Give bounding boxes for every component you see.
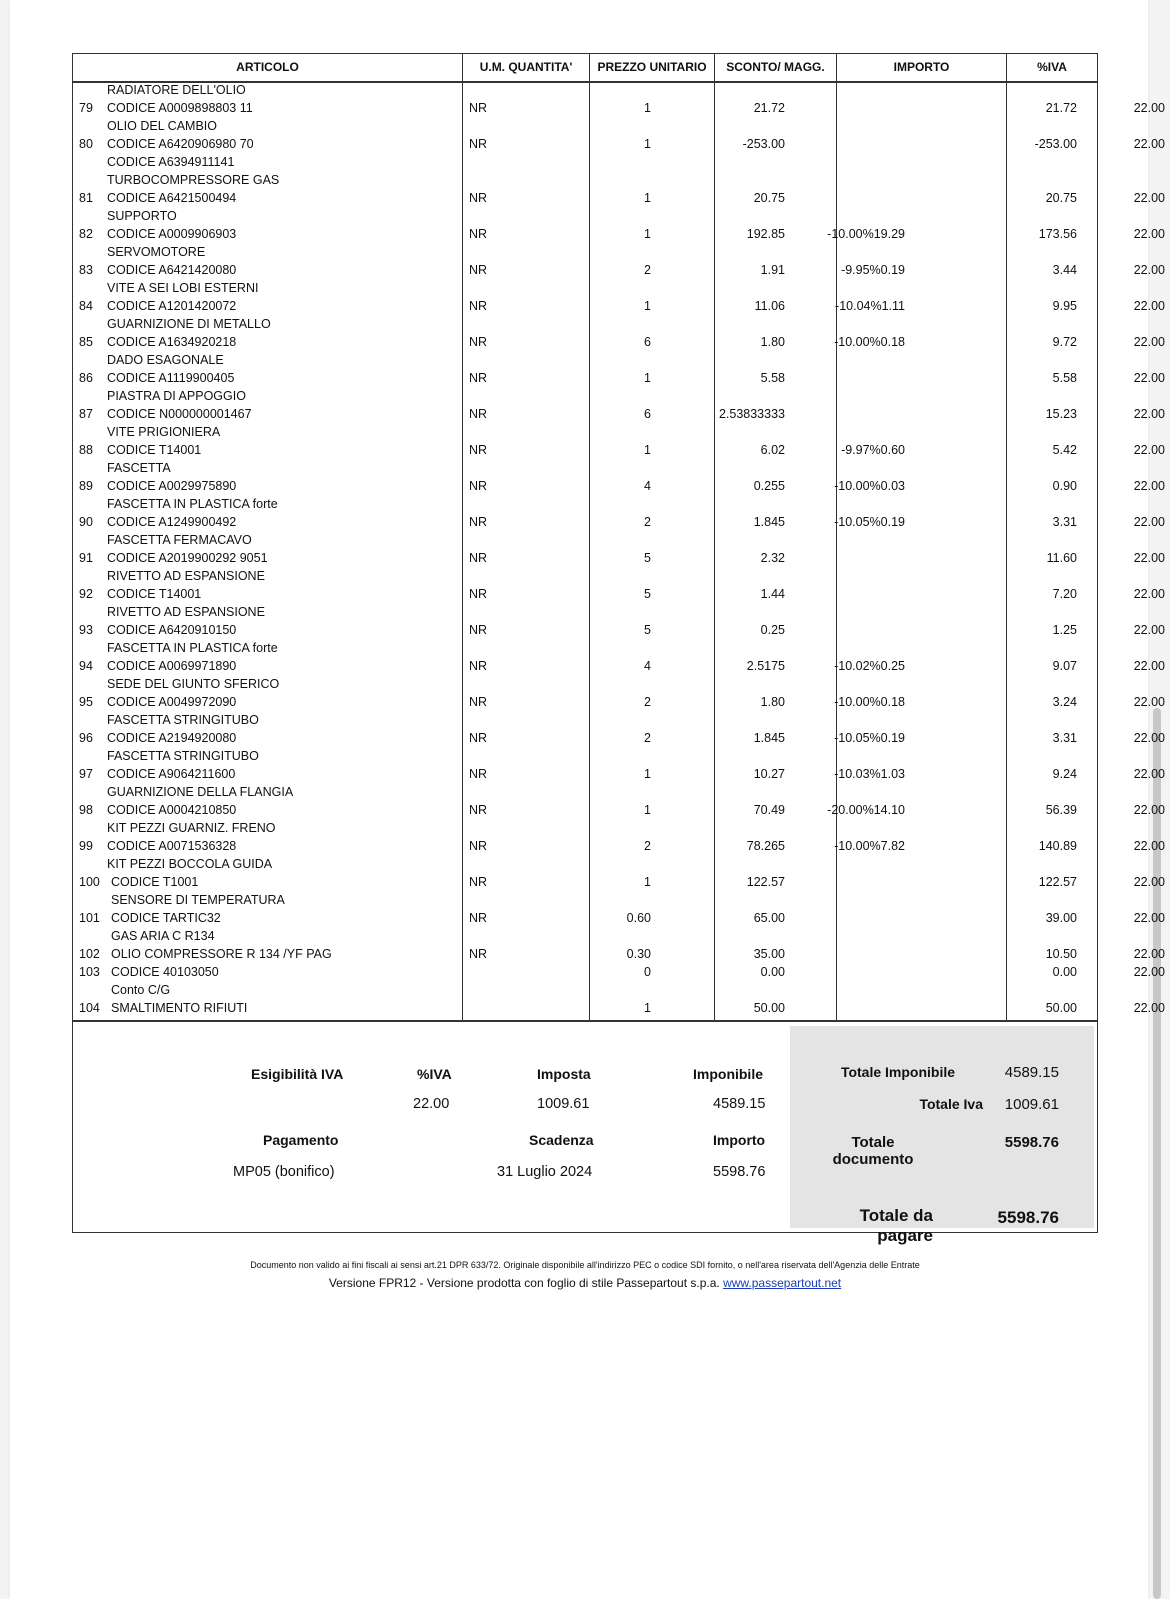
imponibile-value: 4589.15 (713, 1096, 766, 1112)
row-number: 83 (79, 263, 93, 277)
row-description: SEDE DEL GIUNTO SFERICO (107, 677, 280, 691)
row-price: 21.72 (753, 101, 785, 115)
row-description: FASCETTA STRINGITUBO (107, 713, 259, 727)
row-vat: 22.00 (1133, 911, 1165, 925)
pagamento-label: Pagamento (263, 1132, 339, 1148)
esigibilita-label: Esigibilità IVA (251, 1066, 344, 1082)
row-number: 84 (79, 299, 93, 313)
row-discount: -10.00%0.03 (834, 479, 905, 493)
row-vat: 22.00 (1133, 371, 1165, 385)
row-description: KIT PEZZI GUARNIZ. FRENO (107, 821, 276, 835)
row-quantity: 6 (644, 407, 651, 421)
importo-value: 5598.76 (713, 1164, 766, 1180)
row-discount (789, 189, 905, 207)
totale-pagare-label-line: pagare (877, 1226, 933, 1245)
row-number: 91 (79, 551, 93, 565)
row-number: 100 (79, 875, 100, 889)
row-price: 2.53833333 (718, 407, 785, 421)
row-quantity: 4 (644, 659, 651, 673)
row-price: 1.44 (760, 587, 785, 601)
row-discount: -10.00%19.29 (827, 227, 905, 241)
col-divider (462, 54, 463, 1020)
row-description: GUARNIZIONE DI METALLO (107, 317, 271, 331)
row-um: NR (469, 947, 488, 961)
row-um: NR (469, 137, 488, 151)
row-discount (789, 945, 905, 963)
col-header-sconto: SCONTO/ MAGG. (715, 54, 836, 83)
row-description: RADIATORE DELL'OLIO (107, 83, 246, 97)
row-um: NR (469, 623, 488, 637)
row-number: 104 (79, 1001, 100, 1015)
row-vat: 22.00 (1133, 137, 1165, 151)
row-amount: 173.56 (1038, 227, 1077, 241)
row-vat: 22.00 (1133, 767, 1165, 781)
row-description: RIVETTO AD ESPANSIONE (107, 605, 265, 619)
row-number: 103 (79, 965, 100, 979)
row-discount: -9.97%0.60 (841, 443, 905, 457)
row-vat: 22.00 (1133, 623, 1165, 637)
row-price: 20.75 (753, 191, 785, 205)
row-price: 1.91 (760, 263, 785, 277)
row-number: 90 (79, 515, 93, 529)
row-amount: 56.39 (1045, 803, 1077, 817)
row-number: 89 (79, 479, 93, 493)
row-description: OLIO COMPRESSORE R 134 /YF PAG (111, 947, 332, 961)
row-vat: 22.00 (1133, 479, 1165, 493)
row-price: 70.49 (753, 803, 785, 817)
row-description: CODICE A0071536328 (107, 839, 237, 853)
row-discount (789, 99, 905, 117)
col-header-iva: %IVA (1007, 54, 1097, 83)
row-price: 2.5175 (746, 659, 785, 673)
row-number: 99 (79, 839, 93, 853)
row-description: SENSORE DI TEMPERATURA (111, 893, 285, 907)
row-vat: 22.00 (1133, 731, 1165, 745)
row-discount: -10.05%0.19 (834, 731, 905, 745)
row-description: CODICE 40103050 (111, 965, 219, 979)
row-amount: 3.44 (1052, 263, 1077, 277)
row-description: CODICE A6420906980 70 (107, 137, 254, 151)
row-number: 96 (79, 731, 93, 745)
row-um: NR (469, 191, 488, 205)
row-amount: 5.58 (1052, 371, 1077, 385)
row-um: NR (469, 407, 488, 421)
row-amount: 3.31 (1052, 731, 1077, 745)
row-discount (789, 963, 905, 981)
row-um: NR (469, 515, 488, 529)
row-price: 5.58 (760, 371, 785, 385)
row-description: CODICE A1249900492 (107, 515, 237, 529)
totale-documento-label-line: Totale (851, 1134, 895, 1151)
row-description: FASCETTA STRINGITUBO (107, 749, 259, 763)
row-discount: -10.00%0.18 (834, 695, 905, 709)
row-number: 98 (79, 803, 93, 817)
row-description: CODICE A9064211600 (107, 767, 236, 781)
totale-pagare-label-line: Totale da (859, 1206, 933, 1225)
row-amount: 9.95 (1052, 299, 1077, 313)
row-number: 87 (79, 407, 93, 421)
row-number: 94 (79, 659, 93, 673)
row-description: CODICE A2194920080 (107, 731, 237, 745)
row-description: VITE PRIGIONIERA (107, 425, 221, 439)
row-discount (789, 405, 905, 423)
row-quantity: 2 (644, 731, 651, 745)
row-quantity: 5 (644, 587, 651, 601)
row-um: NR (469, 875, 488, 889)
row-amount: 15.23 (1045, 407, 1077, 421)
row-description: FASCETTA IN PLASTICA forte (107, 497, 278, 511)
row-description: CODICE A2019900292 9051 (107, 551, 268, 565)
row-amount: 3.24 (1052, 695, 1077, 709)
row-number: 85 (79, 335, 93, 349)
row-description: CODICE A6394911141 (107, 155, 235, 169)
row-vat: 22.00 (1133, 227, 1165, 241)
row-vat: 22.00 (1133, 965, 1165, 979)
row-discount (789, 549, 905, 567)
row-discount (789, 999, 905, 1017)
row-quantity: 1 (644, 191, 651, 205)
row-description: CODICE A6420910150 (107, 623, 237, 637)
row-um: NR (469, 299, 488, 313)
row-amount: 9.24 (1052, 767, 1077, 781)
row-description: FASCETTA IN PLASTICA forte (107, 641, 278, 655)
totale-documento-value: 5598.76 (1004, 1134, 1059, 1151)
row-amount: 0.90 (1052, 479, 1077, 493)
row-number: 86 (79, 371, 93, 385)
iva-value: 22.00 (413, 1096, 450, 1112)
row-discount: -20.00%14.10 (827, 803, 905, 817)
row-description: FASCETTA (107, 461, 171, 475)
row-quantity: 1 (644, 371, 651, 385)
row-quantity: 1 (644, 803, 651, 817)
row-vat: 22.00 (1133, 587, 1165, 601)
col-header-prezzo: PREZZO UNITARIO (590, 54, 714, 83)
row-amount: 20.75 (1045, 191, 1077, 205)
row-description: VITE A SEI LOBI ESTERNI (107, 281, 259, 295)
row-um: NR (469, 263, 488, 277)
row-description: RIVETTO AD ESPANSIONE (107, 569, 265, 583)
totale-pagare-label (823, 1206, 933, 1246)
row-number: 102 (79, 947, 100, 961)
row-um: NR (469, 227, 488, 241)
row-description: GUARNIZIONE DELLA FLANGIA (107, 785, 294, 799)
row-um: NR (469, 479, 488, 493)
row-vat: 22.00 (1133, 101, 1165, 115)
row-price: -253.00 (742, 137, 785, 151)
row-description: OLIO DEL CAMBIO (107, 119, 217, 133)
row-quantity: 1 (644, 227, 651, 241)
row-description: CODICE A0004210850 (107, 803, 237, 817)
row-price: 2.32 (760, 551, 785, 565)
totals-panel (790, 1026, 1094, 1228)
row-um: NR (469, 803, 488, 817)
totale-documento-label (813, 1134, 933, 1168)
row-vat: 22.00 (1133, 515, 1165, 529)
row-price: 11.06 (754, 299, 785, 313)
passepartout-link[interactable]: www.passepartout.net (723, 1276, 842, 1290)
row-description: CODICE TARTIC32 (111, 911, 221, 925)
row-vat: 22.00 (1133, 263, 1165, 277)
row-description: SMALTIMENTO RIFIUTI (111, 1001, 248, 1015)
row-discount (789, 873, 905, 891)
row-quantity: 2 (644, 839, 651, 853)
row-quantity: 2 (644, 695, 651, 709)
row-number: 88 (79, 443, 93, 457)
scadenza-label: Scadenza (529, 1132, 594, 1148)
row-um: NR (469, 443, 488, 457)
row-amount: 7.20 (1052, 587, 1077, 601)
row-description: TURBOCOMPRESSORE GAS (107, 173, 280, 187)
row-amount: 9.72 (1052, 335, 1077, 349)
row-discount (789, 621, 905, 639)
scadenza-value: 31 Luglio 2024 (497, 1164, 593, 1180)
row-um: NR (469, 659, 488, 673)
row-amount: 11.60 (1046, 551, 1077, 565)
row-vat: 22.00 (1133, 443, 1165, 457)
row-amount: 10.50 (1045, 947, 1077, 961)
row-vat: 22.00 (1133, 299, 1165, 313)
row-amount: 21.72 (1045, 101, 1077, 115)
row-amount: -253.00 (1034, 137, 1077, 151)
row-quantity: 1 (644, 1001, 651, 1015)
row-quantity: 2 (644, 515, 651, 529)
row-amount: 1.25 (1052, 623, 1077, 637)
row-price: 65.00 (753, 911, 785, 925)
row-quantity: 1 (644, 443, 651, 457)
row-discount: -10.00%7.82 (834, 839, 905, 853)
row-quantity: 0.30 (626, 947, 651, 961)
row-vat: 22.00 (1133, 335, 1165, 349)
row-description: CODICE A1634920218 (107, 335, 237, 349)
row-description: CODICE A0009906903 (107, 227, 237, 241)
row-um: NR (469, 101, 488, 115)
row-number: 80 (79, 137, 93, 151)
pagamento-value: MP05 (bonifico) (233, 1164, 335, 1180)
row-number: 95 (79, 695, 93, 709)
row-description: CODICE T14001 (107, 443, 202, 457)
row-amount: 0.00 (1052, 965, 1077, 979)
row-discount: -10.04%1.11 (835, 299, 905, 313)
row-um: NR (469, 767, 488, 781)
row-number: 97 (79, 767, 93, 781)
row-description: CODICE A0009898803 11 (107, 101, 253, 115)
col-header-articolo: ARTICOLO (73, 54, 462, 83)
row-quantity: 6 (644, 335, 651, 349)
invoice-table (72, 53, 1165, 1245)
row-quantity: 4 (644, 479, 651, 493)
row-quantity: 5 (644, 551, 651, 565)
row-discount: -9.95%0.19 (841, 263, 905, 277)
row-description: CODICE A1119900405 (107, 371, 235, 385)
row-description: CODICE T14001 (107, 587, 202, 601)
row-amount: 50.00 (1045, 1001, 1077, 1015)
row-quantity: 1 (644, 101, 651, 115)
totale-iva-label: Totale Iva (919, 1096, 983, 1112)
row-description: CODICE A0029975890 (107, 479, 237, 493)
totale-iva-value: 1009.61 (1004, 1096, 1059, 1113)
row-discount: -10.00%0.18 (834, 335, 905, 349)
imposta-value: 1009.61 (537, 1096, 590, 1112)
row-price: 0.25 (760, 623, 785, 637)
row-um: NR (469, 695, 488, 709)
row-discount (789, 135, 905, 153)
row-quantity: 1 (644, 299, 651, 313)
row-discount: -10.03%1.03 (834, 767, 905, 781)
row-description: SUPPORTO (107, 209, 177, 223)
row-number: 79 (79, 101, 93, 115)
row-amount: 9.07 (1052, 659, 1077, 673)
totale-imponibile-value: 4589.15 (1004, 1064, 1059, 1081)
row-quantity: 1 (644, 767, 651, 781)
row-description: KIT PEZZI BOCCOLA GUIDA (107, 857, 273, 871)
row-discount (789, 585, 905, 603)
row-amount: 5.42 (1052, 443, 1077, 457)
iva-label: %IVA (417, 1066, 452, 1082)
version-line (0, 1276, 1170, 1290)
row-amount: 140.89 (1038, 839, 1077, 853)
row-price: 1.845 (753, 731, 785, 745)
row-vat: 22.00 (1133, 659, 1165, 673)
row-price: 1.845 (753, 515, 785, 529)
row-price: 0.255 (753, 479, 785, 493)
row-description: PIASTRA DI APPOGGIO (107, 389, 246, 403)
totale-imponibile-label: Totale Imponibile (840, 1064, 956, 1080)
row-price: 1.80 (760, 335, 785, 349)
row-price: 0.00 (760, 965, 785, 979)
row-description: CODICE A1201420072 (107, 299, 237, 313)
row-number: 82 (79, 227, 93, 241)
legal-notice: Documento non valido ai fini fiscali ai sensi art.21 DPR 633/72. Originale disponibile all'indirizzo PEC o codice SDI fornito, o nell'area riservata dell'Agenzia delle Entrate (250, 1260, 920, 1270)
version-text: Versione FPR12 - Versione prodotta con foglio di stile Passepartout s.p.a. (328, 1276, 724, 1290)
row-description: DADO ESAGONALE (107, 353, 224, 367)
row-description: SERVOMOTORE (107, 245, 206, 259)
row-quantity: 0 (644, 965, 651, 979)
row-description: CODICE A0049972090 (107, 695, 237, 709)
row-number: 92 (79, 587, 93, 601)
imposta-label: Imposta (537, 1066, 591, 1082)
row-quantity: 1 (644, 137, 651, 151)
row-price: 35.00 (753, 947, 785, 961)
row-description: GAS ARIA C R134 (111, 929, 215, 943)
row-quantity: 2 (644, 263, 651, 277)
row-price: 1.80 (760, 695, 785, 709)
row-um: NR (469, 839, 488, 853)
row-quantity: 5 (644, 623, 651, 637)
row-um: NR (469, 335, 488, 349)
row-amount: 39.00 (1045, 911, 1077, 925)
row-vat: 22.00 (1133, 875, 1165, 889)
row-price: 10.27 (753, 767, 785, 781)
row-quantity: 0.60 (626, 911, 651, 925)
table-summary-divider (73, 1020, 1097, 1022)
row-vat: 22.00 (1133, 947, 1165, 961)
row-description: Conto C/G (111, 983, 171, 997)
row-description: CODICE A0069971890 (107, 659, 237, 673)
row-vat: 22.00 (1133, 803, 1165, 817)
row-vat: 22.00 (1133, 191, 1165, 205)
row-price: 192.85 (746, 227, 785, 241)
row-description: CODICE A6421420080 (107, 263, 237, 277)
row-um: NR (469, 551, 488, 565)
row-price: 122.57 (746, 875, 785, 889)
row-description: CODICE N000000001467 (107, 407, 252, 421)
row-um: NR (469, 371, 488, 385)
row-number: 101 (79, 911, 100, 925)
row-vat: 22.00 (1133, 839, 1165, 853)
row-quantity: 1 (644, 875, 651, 889)
row-discount: -10.02%0.25 (834, 659, 905, 673)
row-vat: 22.00 (1133, 551, 1165, 565)
row-amount: 122.57 (1038, 875, 1077, 889)
row-description: FASCETTA FERMACAVO (107, 533, 252, 547)
col-header-importo: IMPORTO (837, 54, 1006, 83)
row-vat: 22.00 (1133, 1001, 1165, 1015)
totale-documento-label-line: documento (832, 1151, 914, 1168)
row-description: CODICE A6421500494 (107, 191, 237, 205)
row-price: 50.00 (753, 1001, 785, 1015)
row-number: 93 (79, 623, 93, 637)
row-number: 81 (79, 191, 93, 205)
row-um: NR (469, 731, 488, 745)
imponibile-label: Imponibile (693, 1066, 763, 1082)
row-discount: -10.05%0.19 (834, 515, 905, 529)
row-um: NR (469, 911, 488, 925)
row-vat: 22.00 (1133, 695, 1165, 709)
importo-label: Importo (713, 1132, 766, 1148)
row-price: 78.265 (746, 839, 785, 853)
row-um: NR (469, 587, 488, 601)
totale-pagare-value: 5598.76 (997, 1208, 1059, 1227)
row-amount: 3.31 (1052, 515, 1077, 529)
row-description: CODICE T1001 (111, 875, 199, 889)
row-price: 6.02 (760, 443, 785, 457)
col-header-um-qty: U.M. QUANTITA' (463, 54, 589, 83)
row-discount (789, 909, 905, 927)
row-discount (789, 369, 905, 387)
row-vat: 22.00 (1133, 407, 1165, 421)
